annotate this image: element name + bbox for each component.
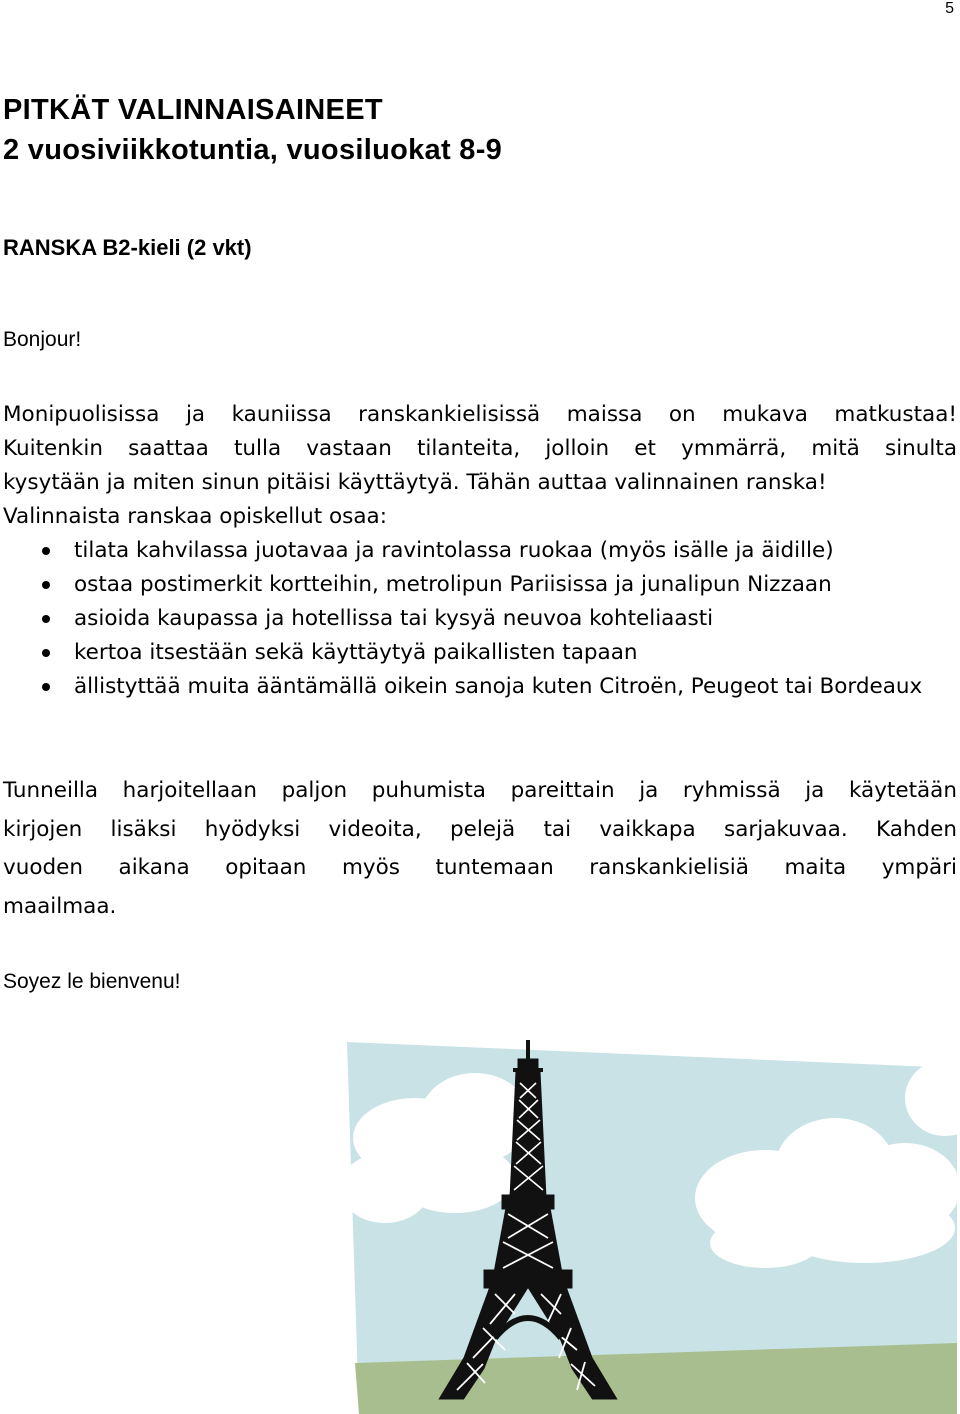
list-item (0, 636, 957, 670)
subject-heading: RANSKA B2-kieli (2 vkt) (3, 235, 252, 260)
list-item-text: asioida kaupassa ja hotellissa tai kysyä neuvoa kohteliaasti (74, 606, 714, 631)
title-line-2: 2 vuosiviikkotuntia, vuosiluokat 8-9 (3, 134, 503, 166)
eiffel-tower-illustration (345, 1038, 957, 1414)
skills-list (0, 534, 957, 704)
intro-line: kysytään ja miten sinun pitäisi käyttäytyä. Tähän auttaa valinnainen ranska! (3, 470, 827, 495)
body-paragraph (3, 772, 957, 926)
list-item (0, 534, 957, 568)
body-line: vuoden aikana opitaan myös tuntemaan ranskankielisiä maita ympäri (3, 855, 957, 880)
bullet-icon (42, 581, 50, 589)
intro-line: Valinnaista ranskaa opiskellut osaa: (3, 504, 387, 529)
bullet-icon (42, 547, 50, 555)
body-line: kirjojen lisäksi hyödyksi videoita, pelejä tai vaikkapa sarjakuvaa. Kahden (3, 816, 957, 842)
list-item-text: ostaa postimerkit kortteihin, metrolipun Pariisissa ja junalipun Nizzaan (74, 572, 832, 597)
list-item (0, 670, 957, 704)
body-line: Tunneilla harjoitellaan paljon puhumista pareittain ja ryhmissä ja käytetään (3, 778, 957, 803)
page-number: 5 (945, 0, 954, 17)
farewell: Soyez le bienvenu! (3, 970, 181, 993)
body-line: maailmaa. (3, 893, 117, 919)
title-line-1: PITKÄT VALINNAISAINEET (3, 94, 383, 126)
bullet-icon (42, 649, 50, 657)
list-item-text: tilata kahvilassa juotavaa ja ravintolassa ruokaa (myös isälle ja äidille) (74, 538, 834, 563)
list-item (0, 602, 957, 636)
list-item (0, 568, 957, 602)
intro-line: Monipuolisissa ja kauniissa ranskankielisissä maissa on mukava matkustaa! (3, 402, 957, 427)
intro-paragraph (3, 398, 957, 534)
list-item-text: kertoa itsestään sekä käyttäytyä paikallisten tapaan (74, 640, 638, 665)
bullet-icon (42, 615, 50, 623)
list-item-text: ällistyttää muita ääntämällä oikein sanoja kuten Citroën, Peugeot tai Bordeaux (74, 674, 923, 699)
intro-line: Kuitenkin saattaa tulla vastaan tilanteita, jolloin et ymmärrä, mitä sinulta (3, 436, 957, 461)
bullet-icon (42, 683, 50, 691)
page-title (3, 90, 502, 170)
greeting: Bonjour! (3, 328, 82, 351)
